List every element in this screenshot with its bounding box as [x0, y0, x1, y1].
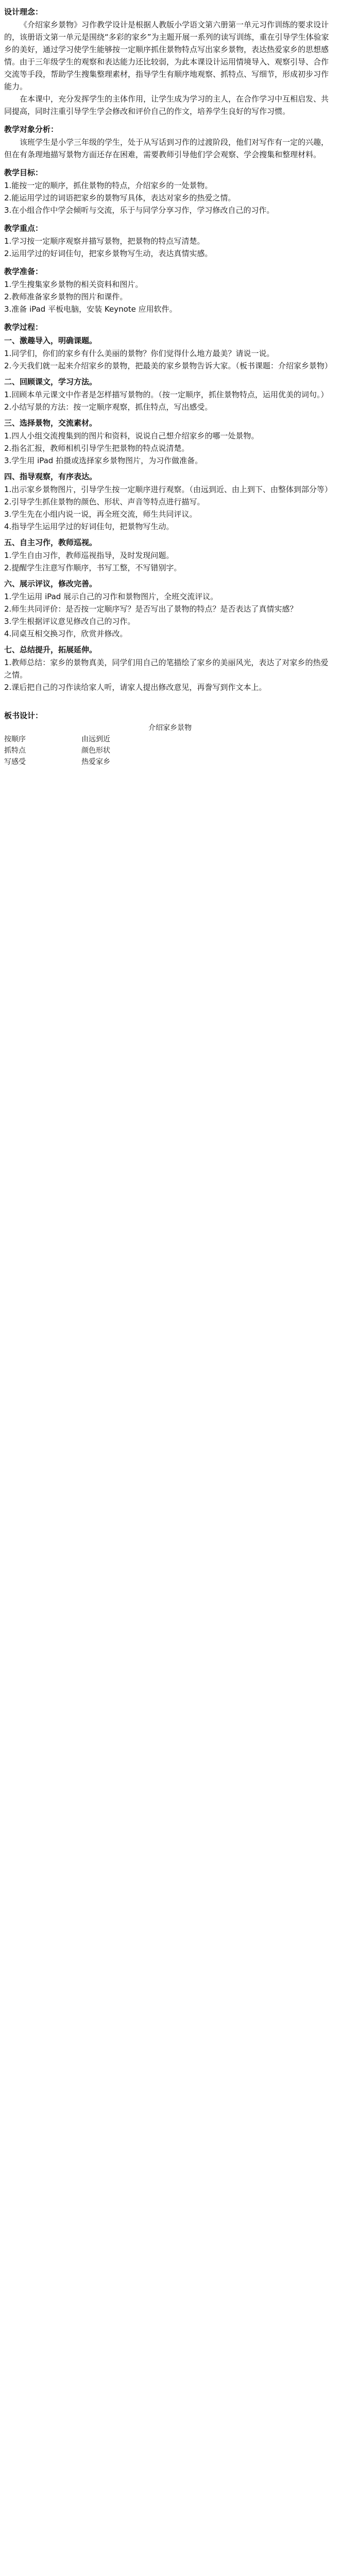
board-design	[4, 709, 336, 768]
preparation-item: 3.准备 iPad 平板电脑，安装 Keynote 应用软件。	[4, 304, 177, 314]
step-title: 四、指导观察，有序表达。	[4, 472, 97, 481]
step-item: 2.引导学生抓住景物的颜色、形状、声音等特点进行描写。	[4, 497, 205, 506]
goals-section	[4, 166, 336, 216]
key-point-item: 2.运用学过的好词佳句，把家乡景物写生动，表达真情实感。	[4, 249, 213, 258]
goal-item: 2.能运用学过的词语把家乡的景物写具体，表达对家乡的热爱之情。	[4, 193, 236, 202]
step-item: 1.出示家乡景物图片，引导学生按一定顺序进行观察。（由远到近、由上到下、由整体到部分等）	[4, 485, 332, 494]
board-right-line: 由远到近	[81, 735, 110, 743]
step-item: 4.同桌互相交换习作，欣赏并修改。	[4, 629, 128, 638]
step-item: 1.回顾本单元课文中作者是怎样描写景物的。（按一定顺序，抓住景物特点，运用优美的词句。）	[4, 390, 329, 399]
page	[0, 5, 340, 2576]
board-right-column	[81, 734, 159, 768]
step-item: 2.师生共同评价：是否按一定顺序写？是否写出了景物的特点？是否表达了真情实感？	[4, 604, 298, 614]
preparation-section	[4, 265, 336, 315]
step-title: 七、总结提升，拓展延伸。	[4, 645, 97, 654]
board-row	[4, 734, 336, 768]
analysis-paragraph: 该班学生是小学三年级的学生，处于从写话到习作的过渡阶段，他们对写作有一定的兴趣，但在有条理地描写景物方面还存在困难，需要教师引导他们学会观察、学会搜集和整理材料。	[4, 138, 329, 159]
step-item: 1.学生运用 iPad 展示自己的习作和景物图片，全班交流评议。	[4, 592, 218, 601]
preparation-item: 2.教师准备家乡景物的图片和课件。	[4, 292, 128, 301]
board-title: 介绍家乡景物	[148, 724, 192, 732]
goal-item: 3.在小组合作中学会倾听与交流，乐于与同学分享习作，学习修改自己的习作。	[4, 206, 275, 215]
preparation-item: 1.学生搜集家乡景物的相关资料和图片。	[4, 280, 143, 289]
goal-item: 1.能按一定的顺序，抓住景物的特点，介绍家乡的一处景物。	[4, 181, 213, 190]
key-points-heading: 教学重点：	[4, 224, 43, 233]
analysis-section	[4, 123, 336, 161]
step-item: 1.学生自由习作，教师巡视指导，及时发现问题。	[4, 551, 174, 560]
step-item: 2.提醒学生注意写作顺序，书写工整，不写错别字。	[4, 563, 182, 572]
step-item: 3.学生根据评议意见修改自己的习作。	[4, 617, 135, 626]
key-point-item: 1.学习按一定顺序观察并描写景物，把景物的特点写清楚。	[4, 236, 205, 246]
step-title: 五、自主习作，教师巡视。	[4, 538, 97, 547]
board-right-line: 热爱家乡	[81, 758, 110, 766]
design-idea-heading: 设计理念：	[4, 7, 43, 16]
board-left-line: 写感受	[4, 758, 26, 766]
board-left-line: 抓特点	[4, 747, 26, 755]
step-item: 2.小结写景的方法：按一定顺序观察，抓住特点，写出感受。	[4, 402, 213, 412]
board-left-column	[4, 734, 81, 768]
step-item: 1.四人小组交流搜集到的图片和资料，说说自己想介绍家乡的哪一处景物。	[4, 431, 259, 440]
step-item: 2.今天我们就一起来介绍家乡的景物，把最美的家乡景物告诉大家。（板书课题：介绍家乡景物）	[4, 361, 332, 370]
step-item: 2.课后把自己的习作读给家人听，请家人提出修改意见，再誊写到作文本上。	[4, 683, 267, 692]
step-item: 3.学生先在小组内说一说，再全班交流，师生共同评议。	[4, 510, 197, 519]
analysis-heading: 教学对象分析：	[4, 125, 59, 134]
document	[0, 5, 340, 768]
design-idea-paragraph: 《介绍家乡景物》习作教学设计是根据人教版小学语文第六册第一单元习作训练的要求设计的，该册语文第一单元是围绕“多彩的家乡”为主题开展一系列的读写训练，重在引导学生体验家乡的美好，通过学习使学生能够按一定顺序抓住景物特点写出家乡景物，表达热爱家乡的思想感情。由于三年级学生的观察和表达能力还比较弱，为此本课设计运用情境导入、观察引导、合作交流等手段，帮助学生搜集整理素材，指导学生有顺序地观察、抓特点、写细节，形成初步习作能力。	[4, 20, 329, 91]
preparation-heading: 教学准备：	[4, 267, 43, 276]
process-section	[4, 320, 336, 693]
design-idea-section	[4, 5, 336, 117]
goals-heading: 教学目标：	[4, 168, 43, 177]
board-heading: 板书设计：	[4, 711, 43, 720]
design-idea-paragraph: 在本课中，充分发挥学生的主体作用，让学生成为学习的主人，在合作学习中互相启发、共同提高，同时注重引导学生学会修改和评价自己的作文，培养学生良好的写作习惯。	[4, 94, 329, 116]
step-title: 三、选择景物，交流素材。	[4, 418, 97, 428]
board-left-line: 按顺序	[4, 735, 26, 743]
step-item: 3.学生用 iPad 拍摄或选择家乡景物图片，为习作做准备。	[4, 456, 203, 465]
step-item: 4.指导学生运用学过的好词佳句，把景物写生动。	[4, 522, 174, 531]
step-title: 六、展示评议，修改完善。	[4, 579, 97, 588]
process-heading: 教学过程：	[4, 323, 43, 332]
board-right-line: 颜色形状	[81, 747, 110, 755]
step-item: 1.教师总结：家乡的景物真美，同学们用自己的笔描绘了家乡的美丽风光，表达了对家乡的热爱之情。	[4, 658, 329, 680]
step-title: 二、回顾课文，学习方法。	[4, 377, 97, 386]
key-points-section	[4, 222, 336, 260]
step-item: 2.指名汇报，教师相机引导学生把景物的特点说清楚。	[4, 444, 190, 453]
step-item: 1.同学们，你们的家乡有什么美丽的景物？你们觉得什么地方最美？请说一说。	[4, 349, 275, 358]
step-title: 一、激趣导入，明确课题。	[4, 336, 97, 345]
